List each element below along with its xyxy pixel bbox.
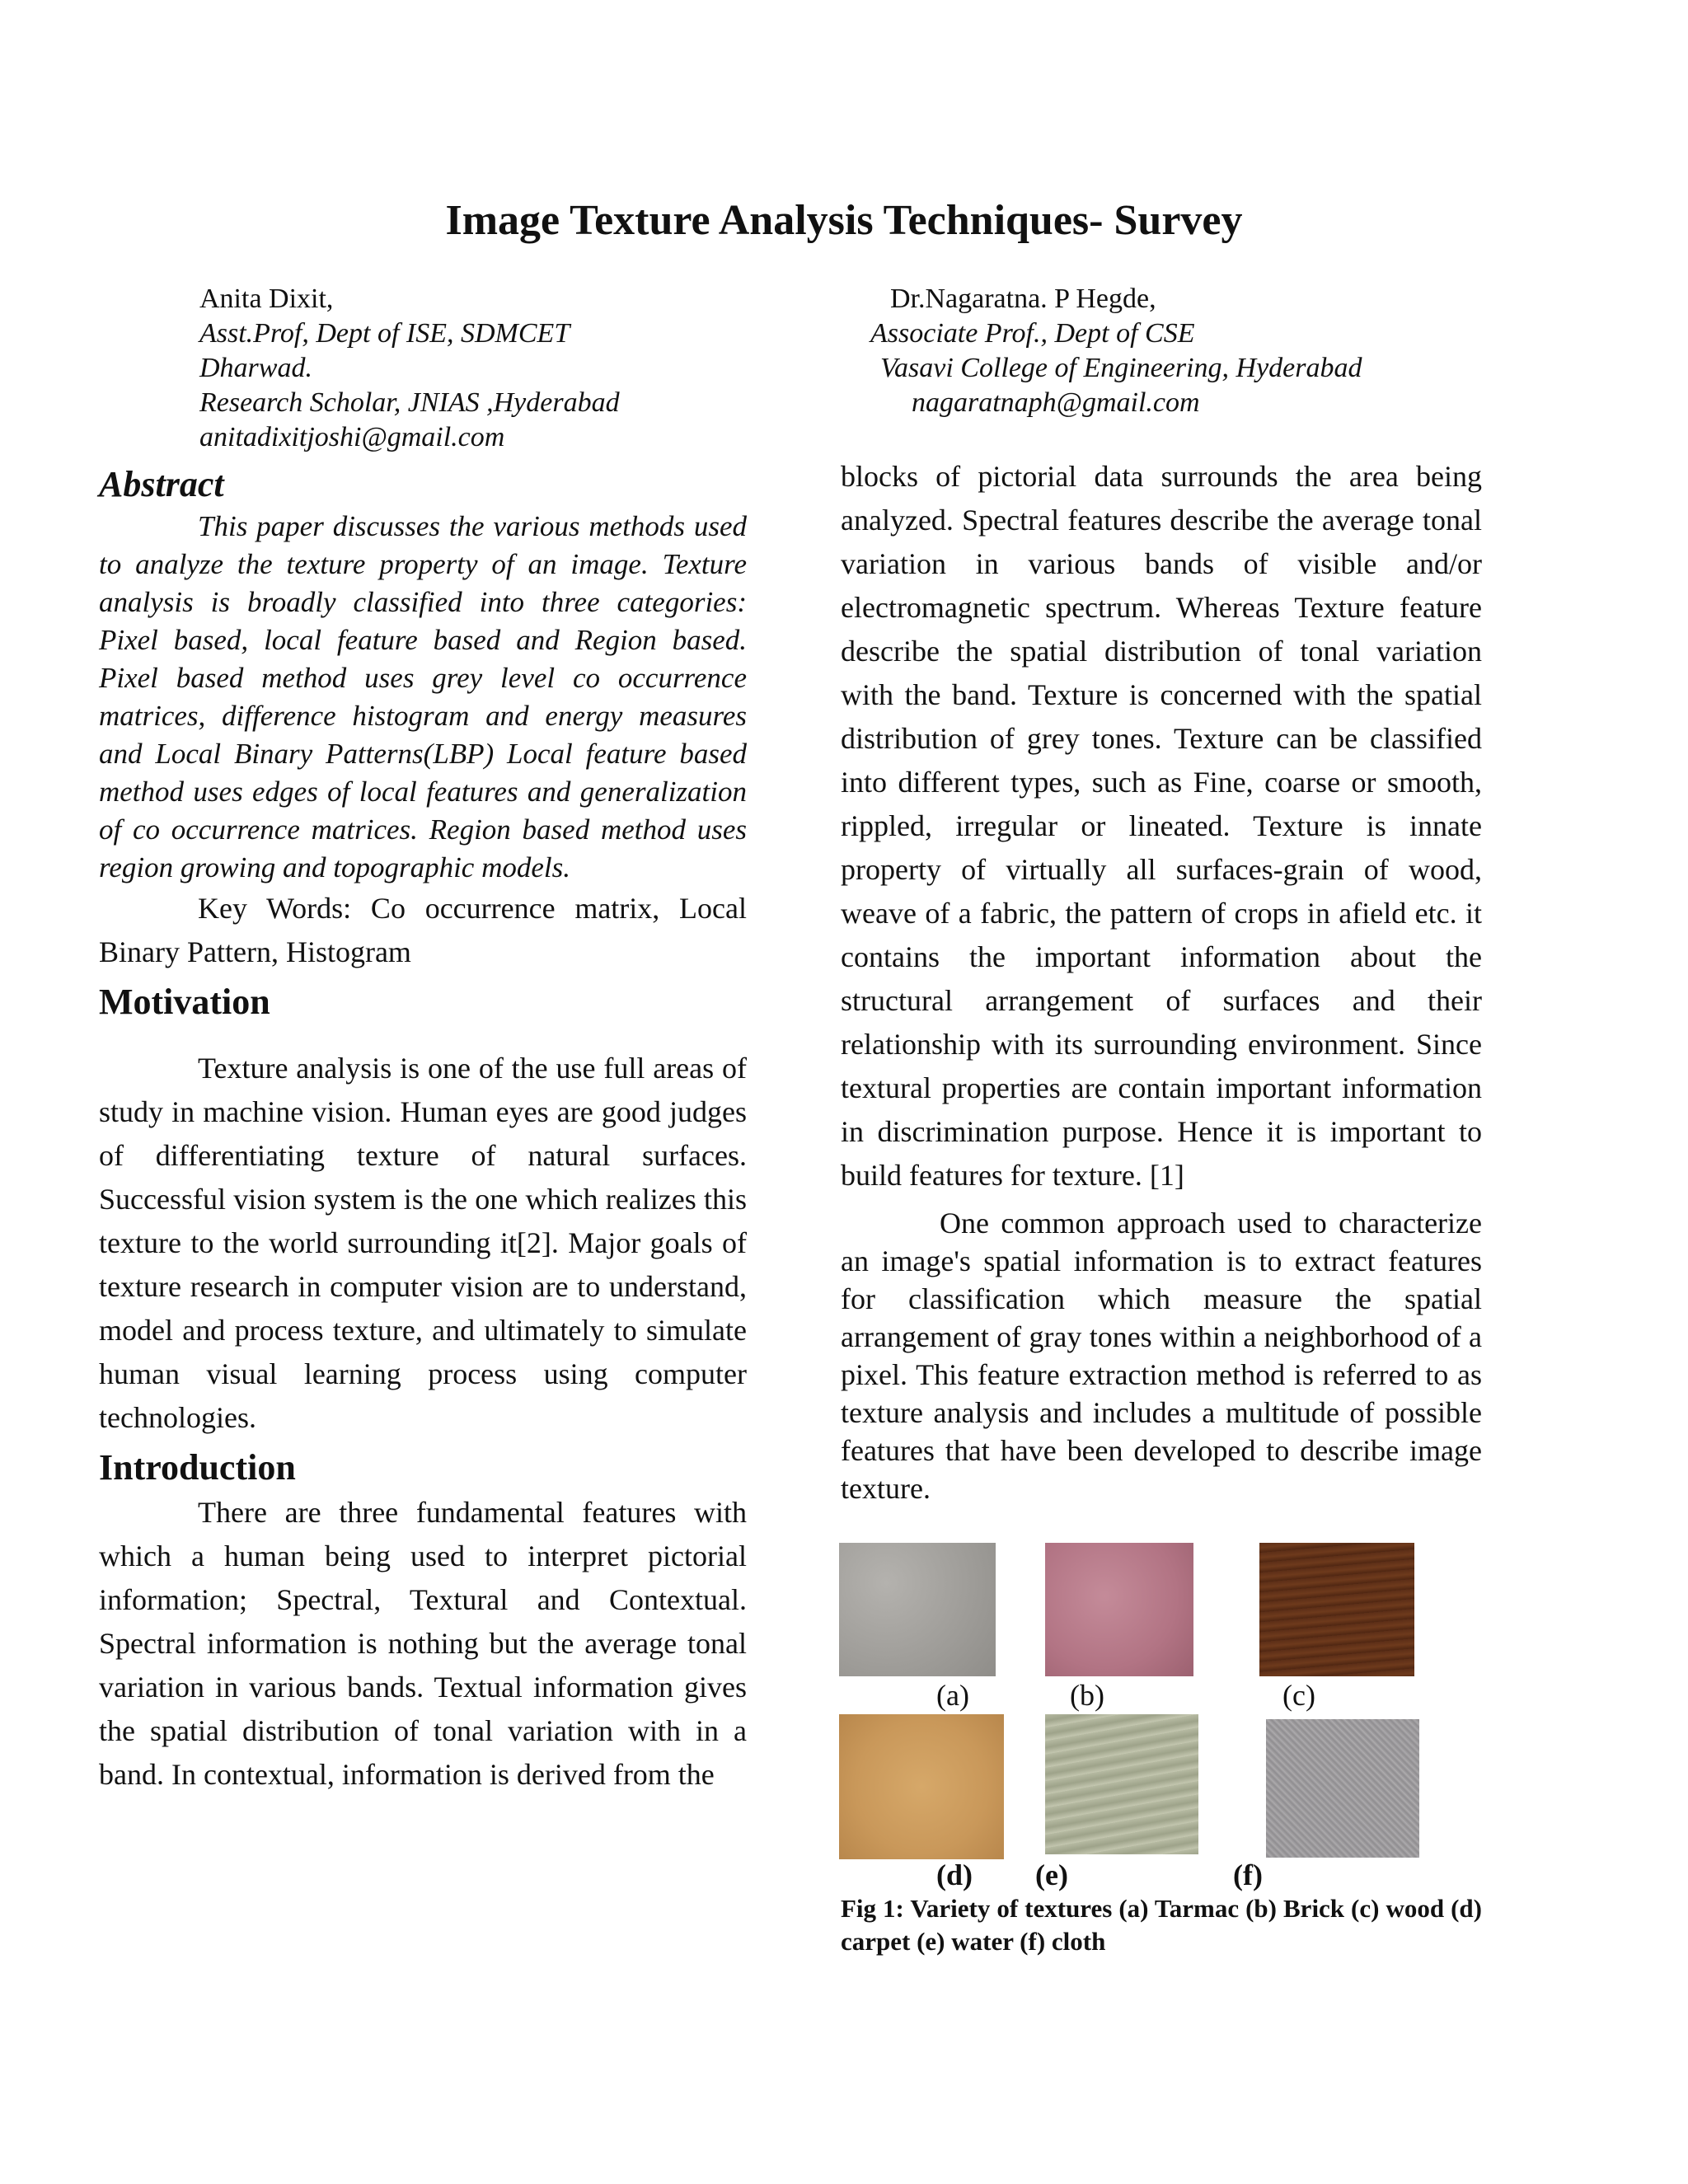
introduction-text: There are three fundamental features with which a human being used to interpret pictorial information; Spectral, Textural and Contextual. Spectral information is nothing but the average tonal variation in various bands. Textual information gives the spatial distribution of tonal variation with in a band. In contextual, information is derived from the [99,1496,747,1791]
author-block-right [857,282,1362,420]
abstract-heading: Abstract [99,464,224,504]
figure-label-f: (f) [1233,1858,1263,1891]
motivation-heading: Motivation [99,982,270,1022]
intro-continued-text: blocks of pictorial data surrounds the area being analyzed. Spectral features describe the average tonal variation in various bands of visible and/or electromagnetic spectrum. Whereas Texture feature describe the spatial distribution of tonal variation with the band. Texture is concerned with the spatial distribution of grey tones. Texture can be classified into different types, such as Fine, coarse or smooth, rippled, irregular or lineated. Texture is innate property of virtually all surfaces-grain of wood, weave of a fabric, the pattern of crops in afield etc. it contains the important information about the structural arrangement of surfaces and their relationship with its surrounding environment. Since textural properties are contain important information in discrimination purpose. Hence it is important to build features for texture. [1] [841,460,1482,1192]
author-name: Anita Dixit, [199,284,334,314]
author-affiliation: Research Scholar, JNIAS ,Hyderabad [199,387,620,418]
figure-caption: Fig 1: Variety of textures (a) Tarmac (b) Brick (c) wood (d) carpet (e) water (f) cloth [841,1894,1482,1956]
figure-label-d: (d) [936,1858,973,1891]
introduction-heading: Introduction [99,1447,296,1488]
right-column [841,455,1482,1507]
keywords: Key Words: Co occurrence matrix, Local Binary Pattern, Histogram [99,892,747,968]
author-email: anitadixitjoshi@gmail.com [199,422,505,452]
author-affiliation: Asst.Prof, Dept of ISE, SDMCET [199,318,570,349]
author-block-left [199,282,620,455]
texture-brick-image [1045,1543,1193,1676]
texture-wood-image [1259,1543,1414,1676]
author-affiliation: Associate Prof., Dept of CSE [870,318,1195,349]
author-affiliation: Dharwad. [199,353,312,383]
texture-tarmac-image [839,1543,996,1676]
paper-title: Image Texture Analysis Techniques- Survey [445,197,1243,244]
figure-label-e: (e) [1035,1858,1068,1891]
abstract-text: This paper discusses the various methods used to analyze the texture property of an image. Texture analysis is broadly classified into three categories: Pixel based, local feature based and Region based. Pixel based method uses grey level co occurrence matrices, difference histogram and energy measures and Local Binary Patterns(LBP) Local feature based method uses edges of local features and generalization of co occurrence matrices. Region based method uses region growing and topographic models. [99,510,747,883]
author-name: Dr.Nagaratna. P Hegde, [890,284,1156,314]
texture-carpet-image [839,1714,1004,1859]
figure-label-c: (c) [1282,1679,1315,1712]
author-email: nagaratnaph@gmail.com [912,387,1200,418]
figure-label-a: (a) [936,1679,969,1712]
motivation-text: Texture analysis is one of the use full areas of study in machine vision. Human eyes are good judges of differentiating texture of natural surfaces. Successful vision system is the one which realizes this texture to the world surrounding it[2]. Major goals of texture research in computer vision are to understand, model and process texture, and ultimately to simulate human visual learning process using computer technologies. [99,1052,747,1434]
left-column [99,462,747,1797]
texture-cloth-image [1266,1719,1419,1858]
author-affiliation: Vasavi College of Engineering, Hyderabad [880,353,1362,383]
figure-label-b: (b) [1070,1679,1104,1712]
texture-analysis-text: One common approach used to characterize an image's spatial information is to extract features for classification which measure the spatial arrangement of gray tones within a neighborhood of a pixel. This feature extraction method is referred to as texture analysis and includes a multitude of possible features that have been developed to describe image texture. [841,1207,1482,1505]
texture-water-image [1045,1714,1198,1854]
